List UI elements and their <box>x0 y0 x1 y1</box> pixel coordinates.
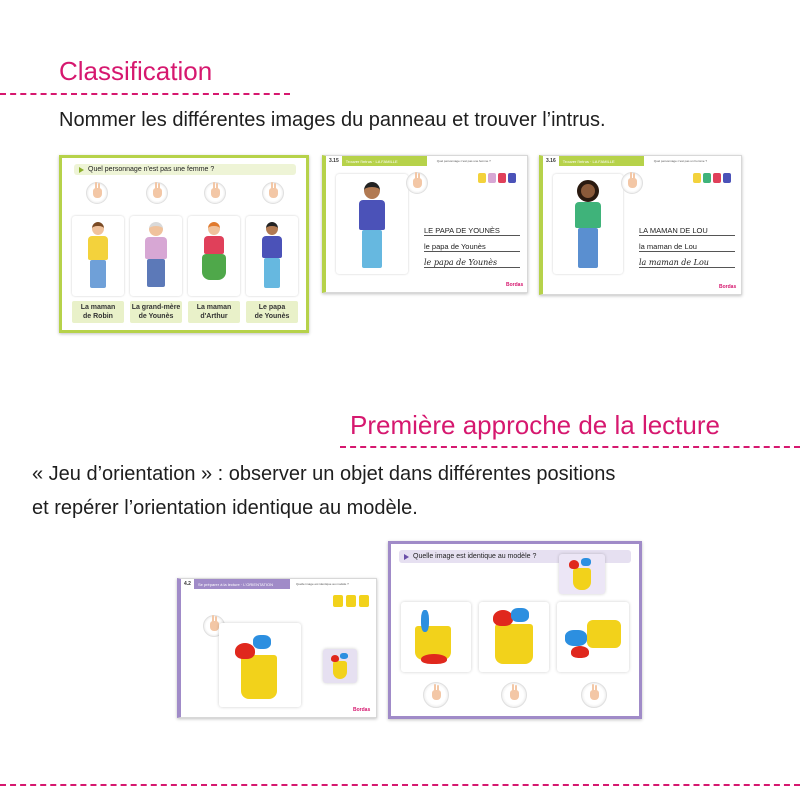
person-box-4[interactable] <box>246 216 298 296</box>
card-number: 3.16 <box>543 156 559 166</box>
choice-toy-2[interactable] <box>479 602 549 672</box>
torso <box>575 202 601 228</box>
torso <box>204 236 224 254</box>
card-orientation-small <box>177 578 377 718</box>
dashed-divider <box>0 93 290 95</box>
red-rake <box>571 646 589 658</box>
person-box-3[interactable] <box>188 216 240 296</box>
word-cursive: la maman de Lou <box>639 258 735 268</box>
toy-illustration <box>219 623 301 707</box>
head <box>92 222 104 235</box>
bucket <box>241 655 277 699</box>
torso <box>88 236 108 260</box>
caption-2 <box>130 301 182 323</box>
person-illustration <box>553 174 623 274</box>
caption-line: La grand-mère <box>131 304 181 311</box>
bucket <box>333 661 347 679</box>
strip-question: Quel personnage n'est pas un homme ? <box>653 159 708 163</box>
blue-shovel <box>581 558 591 566</box>
two-fingers-hand-icon <box>581 682 607 708</box>
head <box>364 182 380 199</box>
caption-3 <box>188 301 240 323</box>
one-finger-hand-icon <box>501 682 527 708</box>
blue-shovel <box>421 610 429 632</box>
caption-1 <box>72 301 124 323</box>
red-rake <box>421 654 447 664</box>
arrow-icon <box>404 554 409 560</box>
card-header-strip <box>326 156 527 166</box>
strip-title: Se préparer à la lecture · L'ORIENTATION <box>194 579 290 589</box>
red-shovel <box>493 610 513 626</box>
person-illustration <box>336 174 408 274</box>
arrow-icon <box>79 167 84 173</box>
legs <box>264 258 280 288</box>
bucket <box>495 624 533 664</box>
question-bar <box>74 164 296 175</box>
red-shovel <box>569 560 579 569</box>
legs <box>578 228 598 268</box>
head <box>208 222 220 235</box>
strip-question: Quelle image est identique au modèle ? <box>295 582 349 586</box>
blue-shovel <box>565 630 587 646</box>
legs <box>90 260 106 288</box>
red-shovel <box>331 655 339 662</box>
caption-line: La maman <box>80 304 116 311</box>
torso <box>262 236 282 258</box>
person-box-1[interactable] <box>72 216 124 296</box>
thumb-up-hand-icon <box>86 182 108 204</box>
two-fingers-hand-icon <box>204 182 226 204</box>
card-character-panel <box>59 155 309 333</box>
word-uppercase: LE PAPA DE YOUNÈS <box>424 226 520 236</box>
blue-shovel <box>511 608 529 622</box>
card-papa-younes <box>322 155 528 293</box>
card-number: 4.2 <box>181 579 194 589</box>
small-figures-row <box>478 173 518 183</box>
choice-toy-3[interactable] <box>557 602 629 672</box>
strip-title: Trouver l'intrus · LA FAMILLE <box>559 156 644 166</box>
caption-line: La maman <box>196 304 232 311</box>
hand-icon <box>406 172 428 194</box>
hand-icon <box>621 172 643 194</box>
card-header-strip <box>181 579 376 589</box>
card-header-strip <box>543 156 741 166</box>
blue-shovel <box>253 635 271 649</box>
word-script: le papa de Younès <box>424 242 520 252</box>
section-heading-classification: Classification <box>59 56 213 86</box>
small-toys-row <box>333 595 371 607</box>
legs <box>147 259 165 287</box>
section-heading-reading: Première approche de la lecture <box>350 410 720 440</box>
classification-instructions: Nommer les différentes images du panneau et trouver l’intrus. <box>59 109 606 131</box>
model-toy-box <box>323 649 357 683</box>
three-fingers-hand-icon <box>262 182 284 204</box>
caption-line: de Robin <box>83 313 113 320</box>
model-toy-box[interactable] <box>559 554 605 594</box>
head <box>266 222 278 235</box>
reading-instructions-line2: et repérer l’orientation identique au modèle. <box>32 497 418 519</box>
legs <box>362 230 382 268</box>
card-orientation-large <box>388 541 642 719</box>
reading-instructions-line1: « Jeu d’orientation » : observer un objet dans différentes positions <box>32 463 616 485</box>
publisher-logo: Bordas <box>719 284 737 290</box>
caption-4 <box>246 301 298 323</box>
strip-title: Trouver l'intrus · LA FAMILLE <box>342 156 427 166</box>
publisher-logo: Bordas <box>353 707 371 713</box>
strip-question: Quel personnage n'est pas une femme ? <box>436 159 491 163</box>
question-text: Quel personnage n'est pas une femme ? <box>88 166 215 173</box>
caption-line: d'Arthur <box>200 313 228 320</box>
bucket <box>573 568 591 590</box>
card-maman-lou <box>539 155 742 295</box>
blue-shovel <box>340 653 348 659</box>
publisher-logo: Bordas <box>506 282 524 288</box>
skirt <box>202 254 226 280</box>
dashed-divider-bottom <box>0 784 800 786</box>
caption-line: de Younès <box>138 313 174 320</box>
card-number: 3.15 <box>326 156 342 166</box>
head <box>577 180 599 202</box>
torso <box>145 237 167 259</box>
word-script: la maman de Lou <box>639 242 735 252</box>
dashed-divider <box>340 446 800 448</box>
caption-line: de Younès <box>254 313 290 320</box>
bucket <box>587 620 621 648</box>
small-figures-row <box>693 173 733 183</box>
person-box-2[interactable] <box>130 216 182 296</box>
word-cursive: le papa de Younès <box>424 258 520 268</box>
word-uppercase: LA MAMAN DE LOU <box>639 226 735 236</box>
caption-line: Le papa <box>258 304 286 311</box>
head <box>149 222 163 236</box>
one-finger-hand-icon <box>146 182 168 204</box>
red-shovel <box>235 643 255 659</box>
thumb-up-hand-icon <box>423 682 449 708</box>
choice-toy-1[interactable] <box>401 602 471 672</box>
question-text: Quelle image est identique au modèle ? <box>413 553 537 560</box>
torso <box>359 200 385 230</box>
